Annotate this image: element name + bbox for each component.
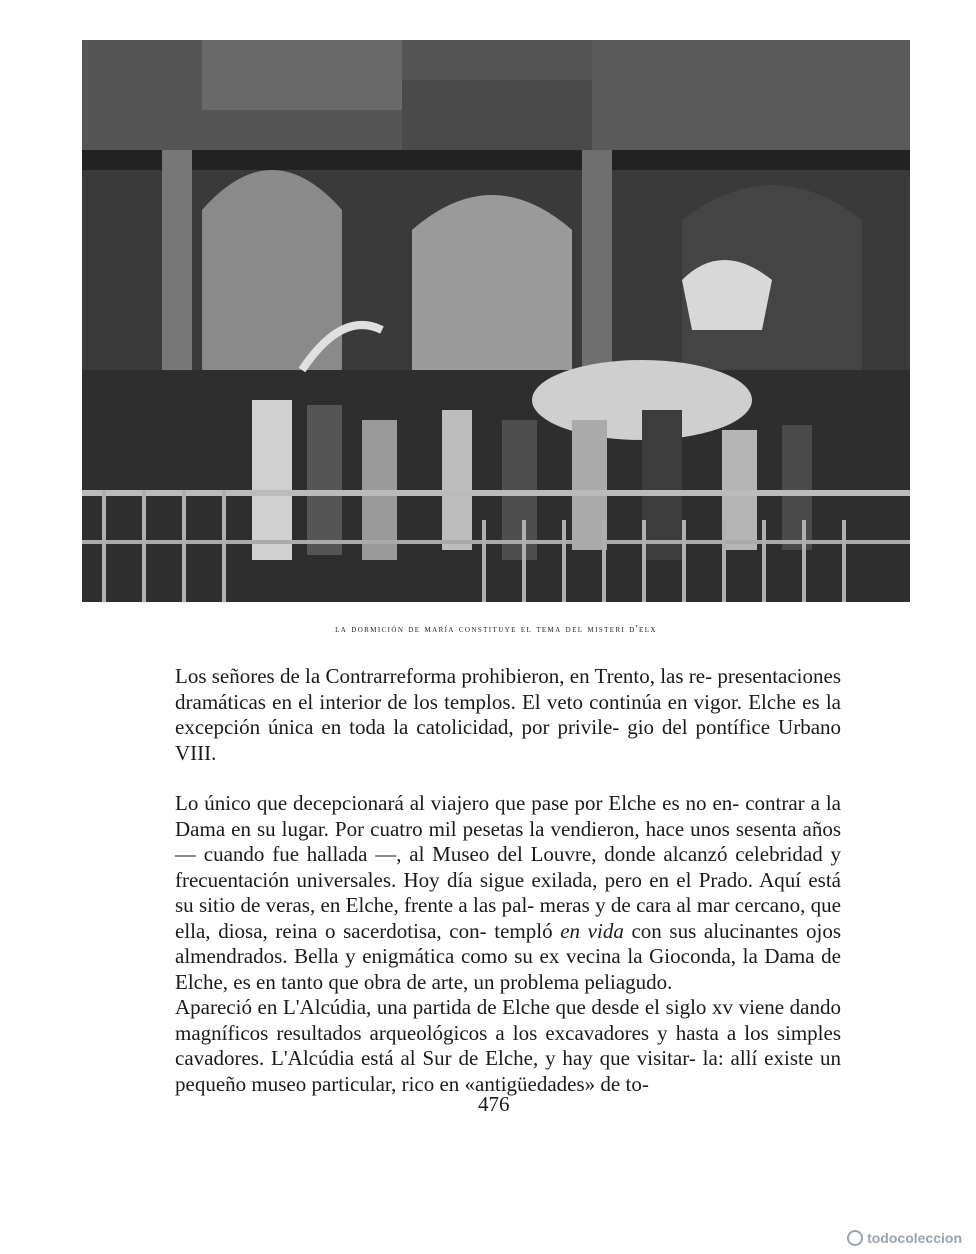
paragraph-line: Lo único que decepcionará al viajero que pase por Elche es no en- bbox=[175, 791, 740, 815]
paragraph-line: gio del pontífice Urbano VIII. bbox=[175, 715, 842, 765]
paragraph-line: pero en el Prado. Aquí está su sitio de veras, en Elche, frente a las pal- bbox=[175, 867, 842, 917]
paragraph-line: en vigor. Elche es la excepción única en toda la catolicidad, por privile- bbox=[175, 689, 841, 739]
paragraph-line: a los simples cavadores. L'Alcúdia está al Sur de Elche, y hay que visitar- bbox=[175, 1020, 841, 1070]
paragraph-line: alcanzó celebridad y frecuentación universales. Hoy día sigue exilada, bbox=[175, 842, 842, 892]
paragraph-line: con sus alucinantes ojos almendrados. Bella y enigmática bbox=[175, 918, 842, 968]
paragraph-line: la: allí existe un pequeño museo particular, rico en «antigüedades» de to- bbox=[175, 1046, 842, 1096]
watermark-logo-icon bbox=[847, 1230, 863, 1246]
page-number: 476 bbox=[478, 1092, 510, 1116]
paragraph-1 bbox=[175, 664, 841, 766]
watermark-text: todocoleccion bbox=[867, 1230, 962, 1246]
paragraph-line: como su ex vecina la Gioconda, la Dama de Elche, es en tanto que obra de bbox=[175, 944, 841, 994]
paragraph-line: contrar a la Dama en su lugar. Por cuatro mil pesetas la vendieron, hace bbox=[175, 791, 841, 841]
paragraph-2 bbox=[175, 791, 841, 995]
watermark bbox=[847, 1230, 962, 1246]
paragraph-line: Apareció en L'Alcúdia, una partida de Elche que desde el siglo xv bbox=[175, 995, 734, 1019]
paragraph-line: unos sesenta años — cuando fue hallada —, al Museo del Louvre, donde bbox=[175, 816, 842, 866]
italic-phrase: en vida bbox=[560, 918, 624, 943]
procession-photo bbox=[82, 40, 910, 602]
paragraph-line: presentaciones dramáticas en el interior de los templos. El veto continúa bbox=[175, 664, 842, 714]
photo-caption: la dormición de maría constituye el tema del misteri d'elx bbox=[335, 624, 657, 635]
paragraph-line: arte, un problema peliagudo. bbox=[431, 969, 673, 994]
body-text bbox=[175, 664, 841, 1097]
paragraph-line: viene dando magníficos resultados arqueológicos a los excavadores y hasta bbox=[175, 995, 841, 1045]
paragraph-line: Los señores de la Contrarreforma prohibieron, en Trento, las re- bbox=[175, 664, 713, 688]
paragraph-line: templó bbox=[494, 918, 561, 943]
paragraph-line: meras y de cara al mar cercano, que ella, diosa, reina o sacerdotisa, con- bbox=[175, 893, 841, 943]
paragraph-3 bbox=[175, 995, 841, 1097]
